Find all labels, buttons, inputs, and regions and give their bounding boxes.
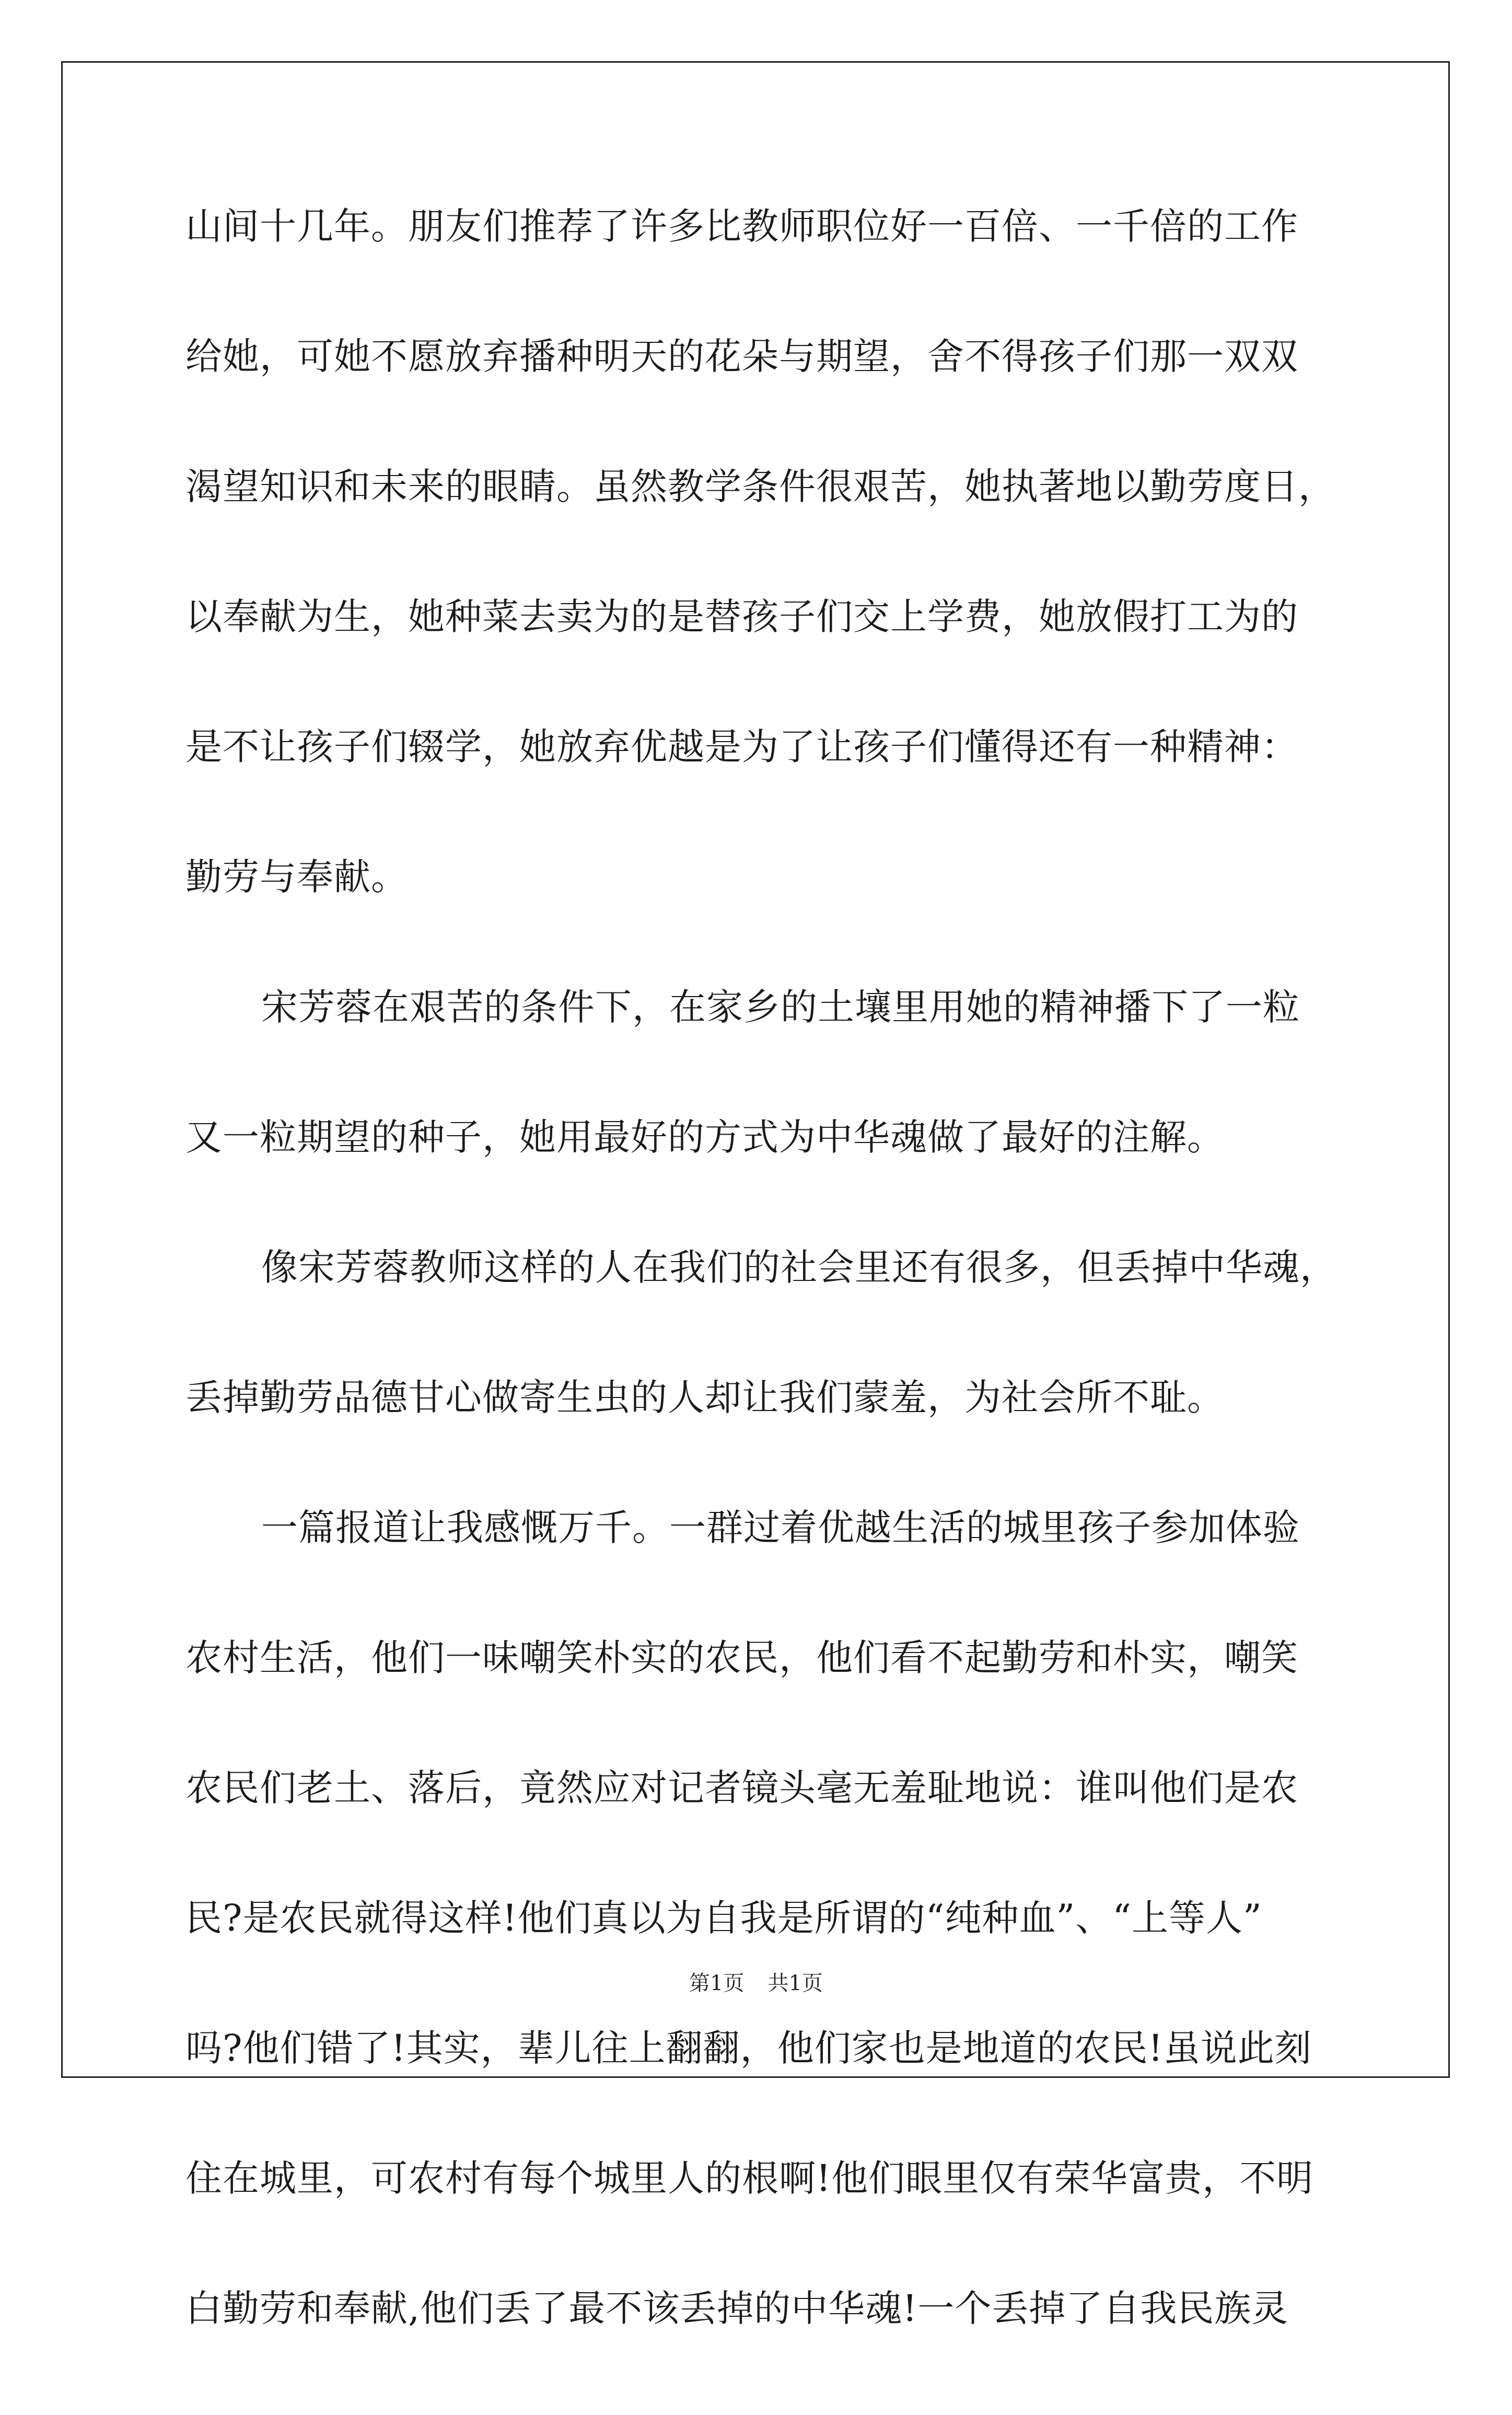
text-line: 宋芳蓉在艰苦的条件下，在家乡的土壤里用她的精神播下了一粒 bbox=[261, 986, 1300, 1029]
page-footer bbox=[0, 1970, 1512, 1996]
page-number-current: 第1页 bbox=[689, 1971, 745, 1995]
text-line: 是不让孩子们辍学，她放弃优越是为了让孩子们懂得还有一种精神： bbox=[185, 725, 1298, 768]
text-line: 吗?他们错了!其实，辈儿往上翻翻，他们家也是地道的农民!虽说此刻 bbox=[185, 2027, 1312, 2070]
text-line: 以奉献为生，她种菜去卖为的是替孩子们交上学费，她放假打工为的 bbox=[185, 595, 1298, 638]
text-line: 农民们老土、落后，竟然应对记者镜头毫无羞耻地说：谁叫他们是农 bbox=[185, 1766, 1298, 1809]
text-line: 山间十几年。朋友们推荐了许多比教师职位好一百倍、一千倍的工作 bbox=[185, 205, 1298, 248]
document-body bbox=[185, 203, 1337, 2415]
text-line: 农村生活，他们一味嘲笑朴实的农民，他们看不起勤劳和朴实，嘲笑 bbox=[185, 1636, 1298, 1679]
text-line: 白勤劳和奉献,他们丢了最不该丢掉的中华魂!一个丢掉了自我民族灵 bbox=[185, 2287, 1289, 2330]
text-line: 一篇报道让我感慨万千。一群过着优越生活的城里孩子参加体验 bbox=[261, 1506, 1300, 1549]
text-line: 给她，可她不愿放弃播种明天的花朵与期望，舍不得孩子们那一双双 bbox=[185, 335, 1298, 378]
text-line: 像宋芳蓉教师这样的人在我们的社会里还有很多，但丢掉中华魂， bbox=[261, 1246, 1337, 1289]
text-line: 民?是农民就得这样!他们真以为自我是所谓的“纯种血”、“上等人” bbox=[185, 1897, 1262, 1939]
text-line: 又一粒期望的种子，她用最好的方式为中华魂做了最好的注解。 bbox=[185, 1116, 1224, 1159]
text-line: 住在城里，可农村有每个城里人的根啊!他们眼里仅有荣华富贵，不明 bbox=[185, 2157, 1314, 2200]
page-number-total: 共1页 bbox=[767, 1971, 823, 1995]
text-line: 丢掉勤劳品德甘心做寄生虫的人却让我们蒙羞，为社会所不耻。 bbox=[185, 1376, 1224, 1419]
text-line: 勤劳与奉献。 bbox=[185, 856, 408, 898]
text-line: 渴望知识和未来的眼睛。虽然教学条件很艰苦，她执著地以勤劳度日， bbox=[185, 465, 1335, 508]
